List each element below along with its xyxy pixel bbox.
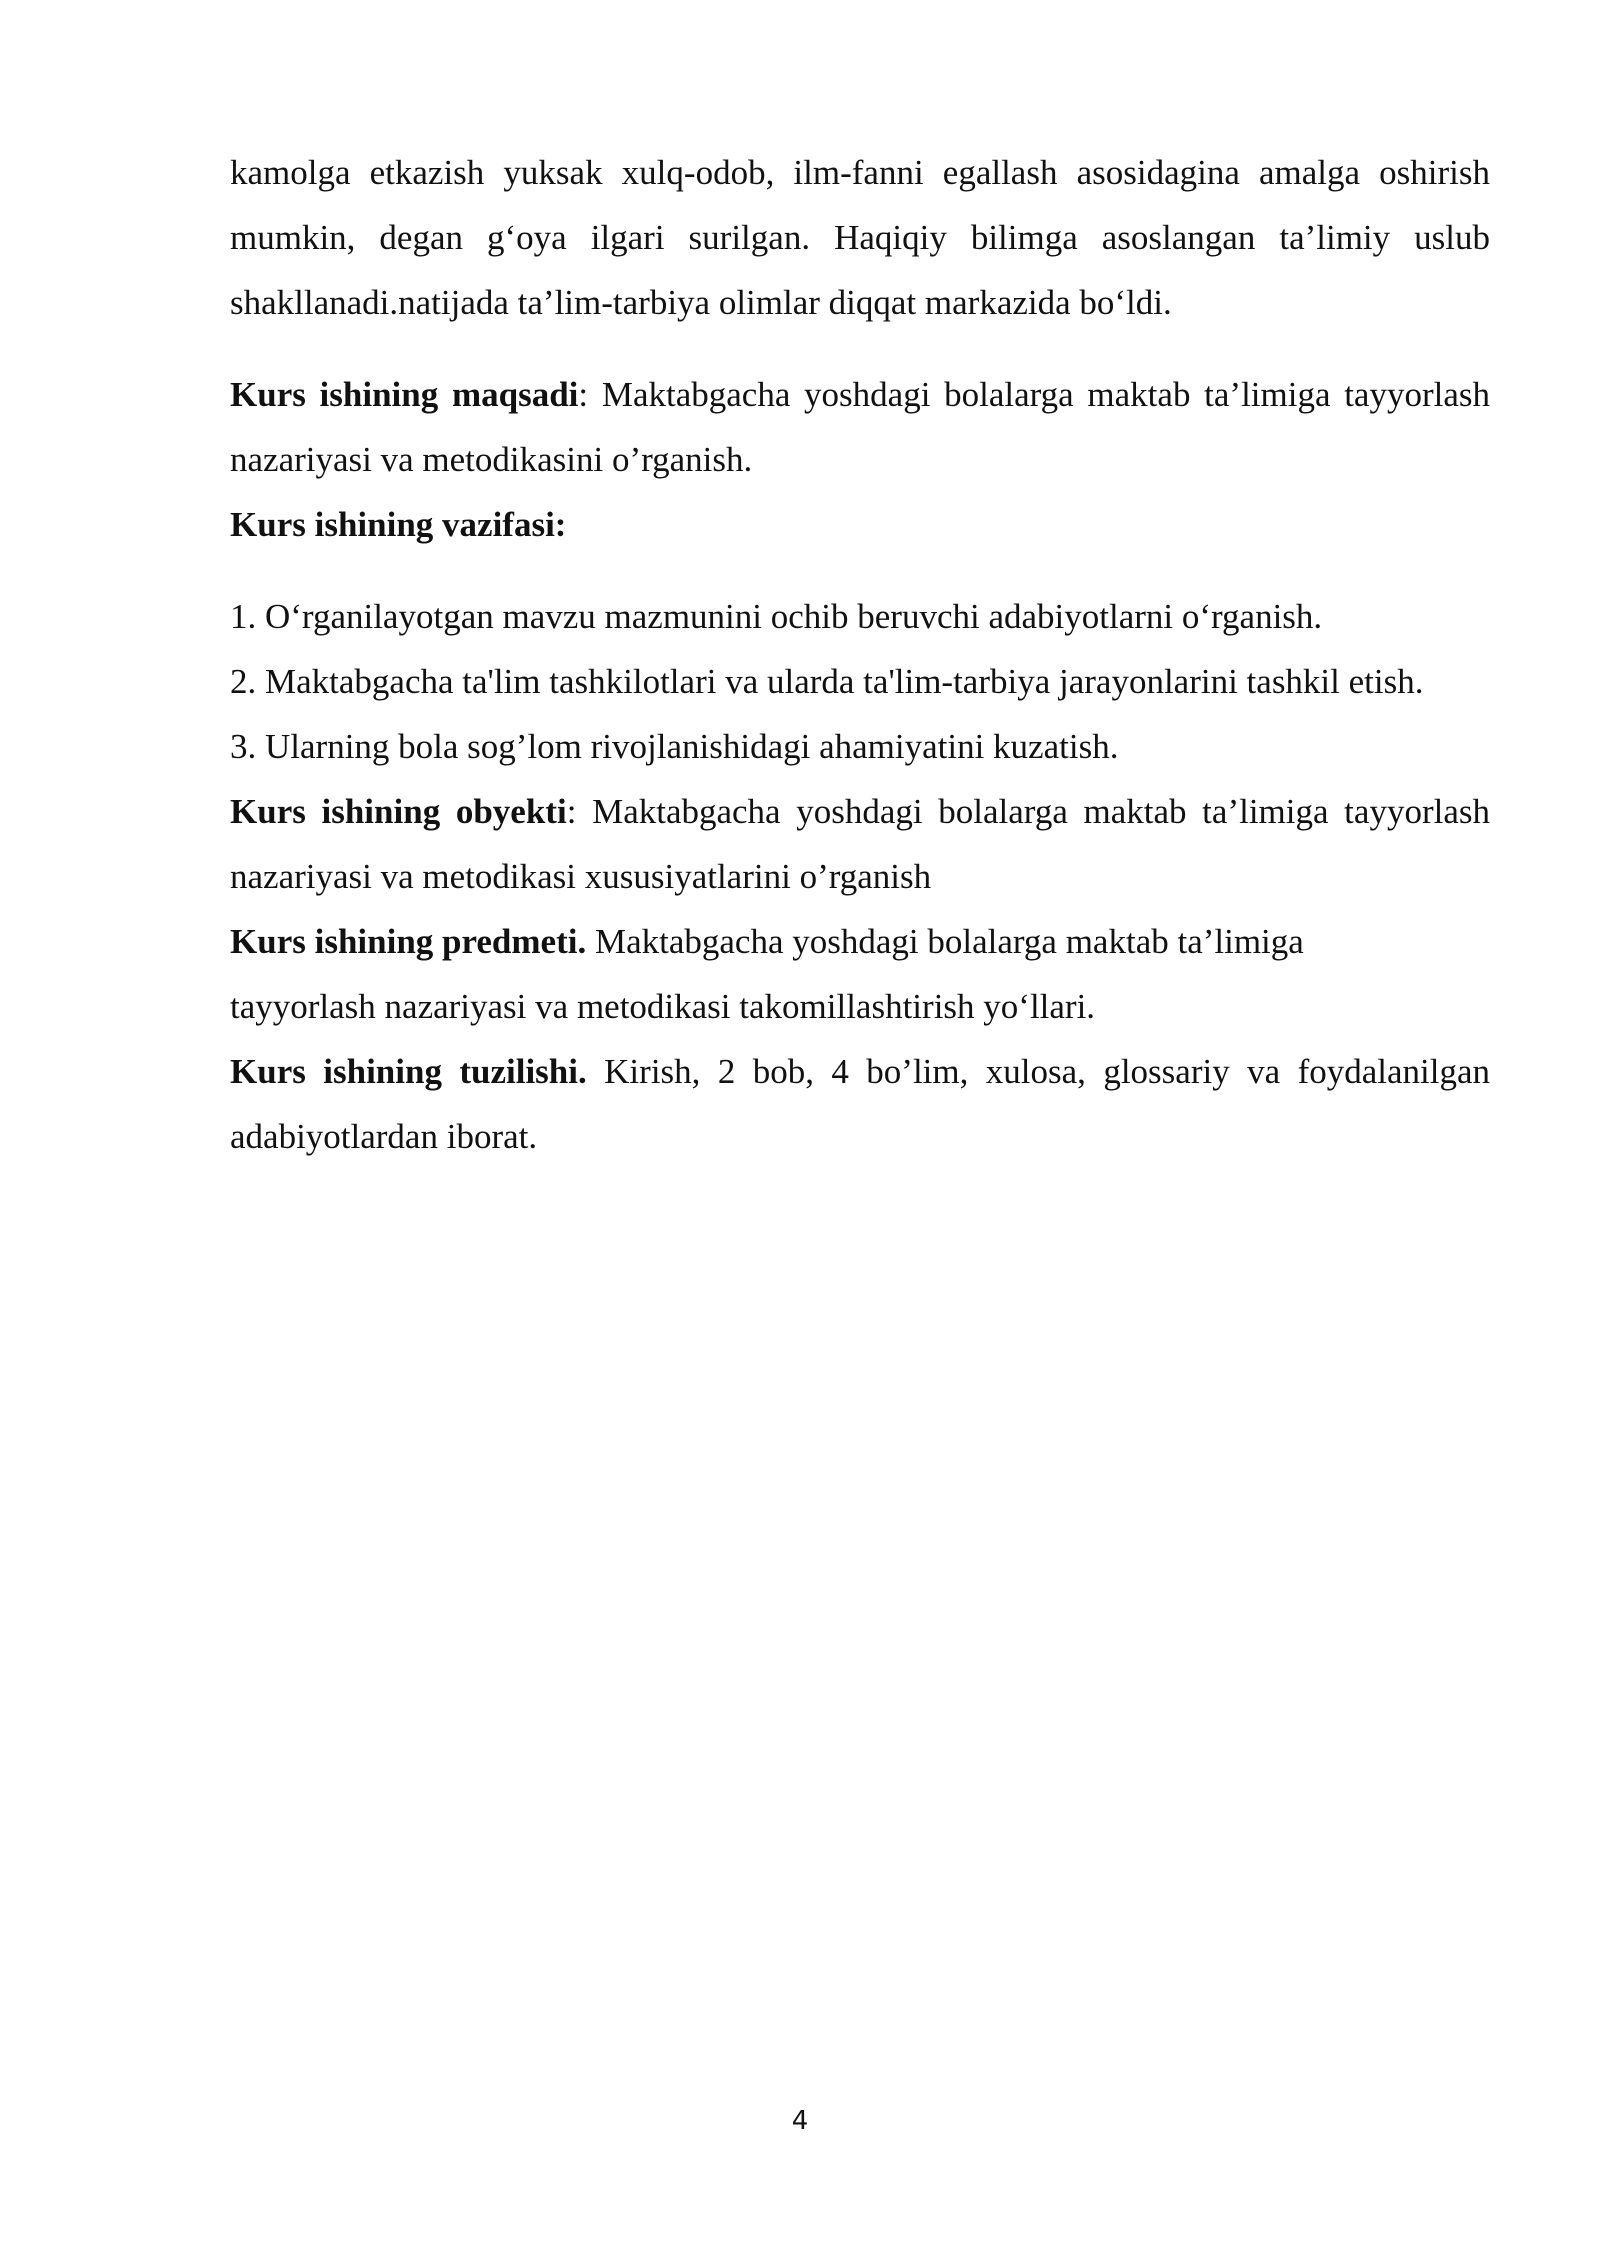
task-item-text: 1. O‘rganilayotgan mavzu mazmunini ochib beruvchi adabiyotlarni o‘rganish. <box>230 597 1323 636</box>
task-item-text: 2. Maktabgacha ta'lim tashkilotlari va ularda ta'lim-tarbiya jarayonlarini tashkil etish. <box>230 662 1424 701</box>
goal-separator: : <box>578 375 589 414</box>
goal-paragraph <box>230 362 1490 492</box>
structure-paragraph <box>230 1039 1490 1169</box>
task-item-1 <box>230 584 1490 649</box>
goal-text: Maktabgacha yoshdagi bolalarga maktab ta’limiga tayyorlash nazariyasi va metodikasini o’rganish. <box>230 375 1490 479</box>
tasks-heading-text: Kurs ishining vazifasi: <box>230 505 567 544</box>
page-number: 4 <box>791 2106 809 2136</box>
structure-label: Kurs ishining tuzilishi. <box>230 1052 587 1091</box>
intro-paragraph <box>230 140 1490 335</box>
subject-text-line-1: Maktabgacha yoshdagi bolalarga maktab ta’limiga <box>586 922 1304 961</box>
task-item-3 <box>230 714 1490 779</box>
goal-label: Kurs ishining maqsadi <box>230 375 579 414</box>
tasks-heading <box>230 492 1490 557</box>
object-paragraph <box>230 779 1490 909</box>
task-item-text: 3. Ularning bola sog’lom rivojlanishidagi ahamiyatini kuzatish. <box>230 727 1119 766</box>
object-label: Kurs ishining obyekti <box>230 792 567 831</box>
object-separator: : <box>566 792 577 831</box>
structure-text: Kirish, 2 bob, 4 bo’lim, xulosa, glossariy va foydalanilgan adabiyotlardan iborat. <box>230 1052 1490 1156</box>
subject-label: Kurs ishining predmeti. <box>230 922 587 961</box>
subject-paragraph <box>230 909 1490 1039</box>
intro-text: kamolga etkazish yuksak xulq-odob, ilm-fanni egallash asosidagina amalga oshirish mumkin, degan g‘oya ilgari surilgan. Haqiqiy bilimga asoslangan ta’limiy uslub shakllanadi.natijada ta’lim-tarbiya olimlar diqqat markazida bo‘ldi. <box>230 153 1490 322</box>
task-item-2 <box>230 649 1490 714</box>
subject-text-line-2: tayyorlash nazariyasi va metodikasi takomillashtirish yo‘llari. <box>230 987 1096 1026</box>
object-text: Maktabgacha yoshdagi bolalarga maktab ta’limiga tayyorlash nazariyasi va metodikasi xususiyatlarini o’rganish <box>230 792 1490 896</box>
document-page-body <box>230 140 1490 1169</box>
